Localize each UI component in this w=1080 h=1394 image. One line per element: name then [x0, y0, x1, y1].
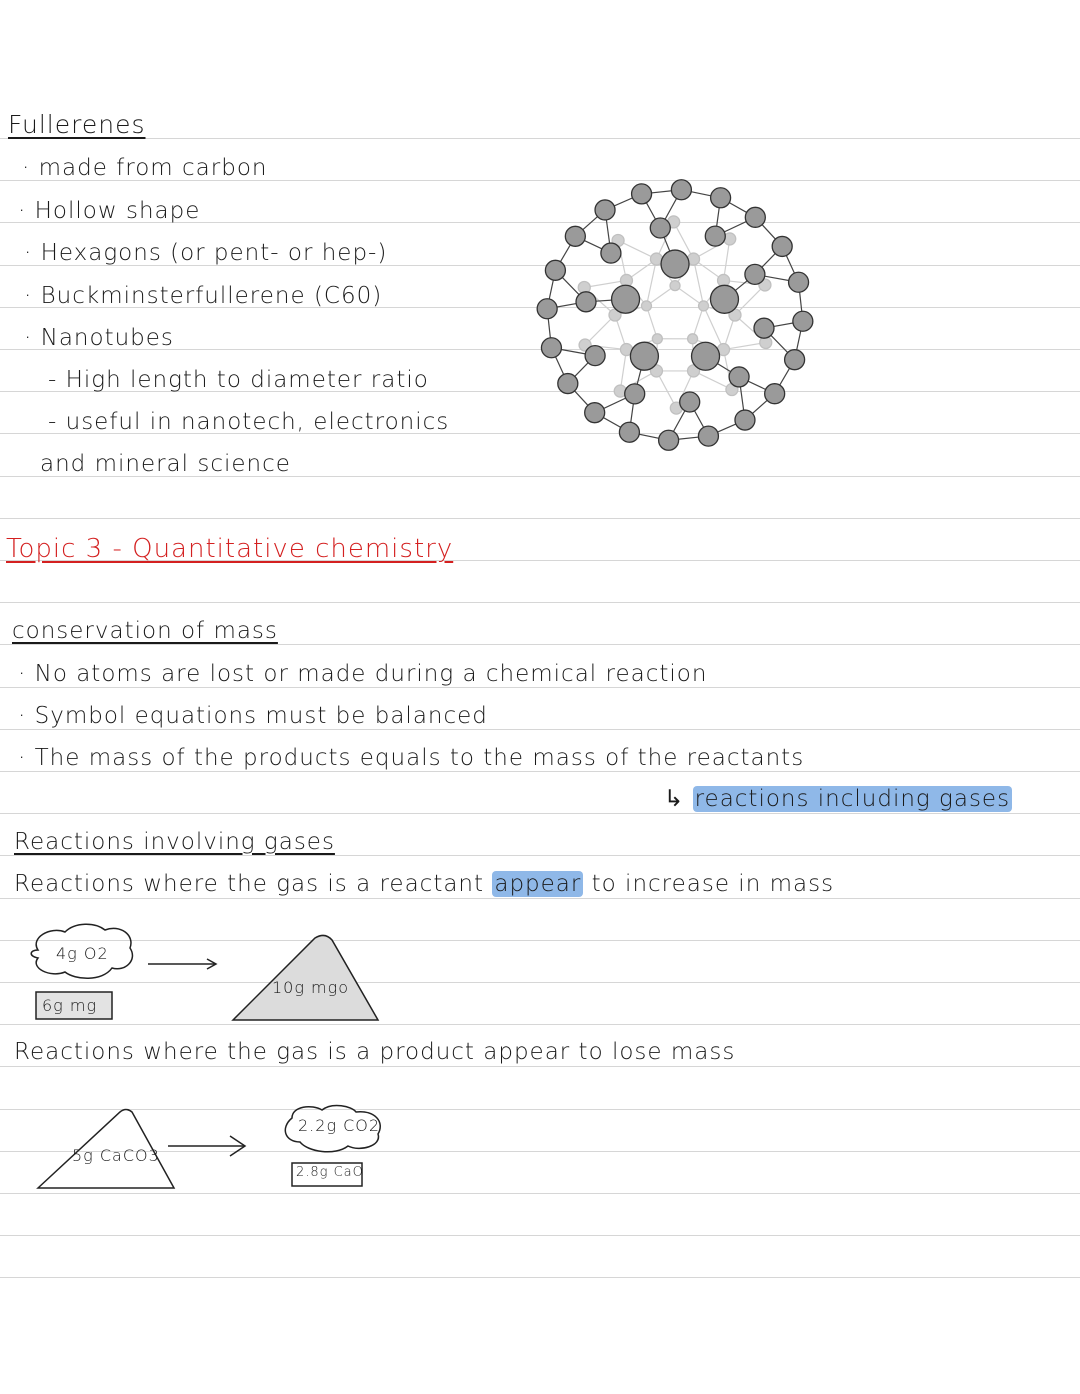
- rule-line: [0, 518, 1080, 519]
- carbon-atom: [537, 299, 557, 319]
- carbon-atom: [670, 281, 680, 291]
- carbon-atom: [558, 374, 578, 394]
- bullet: · No atoms are lost or made during a chemical reaction: [18, 661, 708, 687]
- carbon-atom: [711, 188, 731, 208]
- carbon-atom: [754, 318, 774, 338]
- rule-line: [0, 813, 1080, 814]
- solid-label: 2.8g CaO: [296, 1165, 364, 1180]
- rule-line: [0, 729, 1080, 730]
- rule-line: [0, 602, 1080, 603]
- rule-line: [0, 1066, 1080, 1067]
- return-arrow-icon: ↳: [664, 786, 693, 812]
- bullet: · Hexagons (or pent- or hep-): [24, 240, 388, 266]
- rule-line: [0, 687, 1080, 688]
- carbon-atom: [585, 346, 605, 366]
- carbon-atom: [601, 243, 621, 263]
- carbon-atom: [793, 311, 813, 331]
- carbon-atom: [705, 226, 725, 246]
- sub-bullet: and mineral science: [40, 451, 291, 477]
- carbon-atom: [541, 338, 561, 358]
- gas-label: 4g O2: [56, 944, 109, 963]
- carbon-atom: [595, 200, 615, 220]
- carbon-atom: [765, 384, 785, 404]
- carbon-atom: [650, 218, 670, 238]
- conservation-heading: conservation of mass: [12, 618, 278, 644]
- carbon-atom: [612, 285, 640, 313]
- carbon-atom: [641, 301, 651, 311]
- carbon-atom: [710, 285, 738, 313]
- topic-title: Topic 3 - Quantitative chemistry: [6, 534, 454, 564]
- bullet: · Hollow shape: [18, 198, 201, 224]
- rule-line: [0, 855, 1080, 856]
- carbon-atom: [735, 410, 755, 430]
- bullet: · Nanotubes: [24, 325, 174, 351]
- carbon-atom: [619, 422, 639, 442]
- carbon-atom: [680, 392, 700, 412]
- carbon-atom: [789, 272, 809, 292]
- sub-bullet: - High length to diameter ratio: [48, 367, 429, 393]
- rule-line: [0, 138, 1080, 139]
- carbon-atom: [745, 207, 765, 227]
- carbon-atom: [698, 426, 718, 446]
- rule-line: [0, 1235, 1080, 1236]
- carbon-atom: [671, 180, 691, 200]
- product-label: 10g mgo: [272, 978, 350, 997]
- reactant-label: 5g CaCO3: [72, 1146, 160, 1165]
- carbon-atom: [632, 184, 652, 204]
- bullet: · The mass of the products equals to the mass of the reactants: [18, 745, 805, 771]
- carbon-atom: [785, 350, 805, 370]
- carbon-atom: [652, 334, 662, 344]
- carbon-atom: [718, 274, 730, 286]
- sub-bullet: - useful in nanotech, electronics: [48, 409, 450, 435]
- fullerenes-heading: Fullerenes: [8, 110, 146, 139]
- rule-line: [0, 898, 1080, 899]
- product-line: Reactions where the gas is a product appear to lose mass: [14, 1039, 736, 1065]
- carbon-atom: [692, 342, 720, 370]
- carbon-atom: [772, 236, 792, 256]
- carbon-atom: [729, 367, 749, 387]
- carbon-atom: [745, 264, 765, 284]
- gases-heading: Reactions involving gases: [14, 829, 335, 855]
- arrow-note: ↳ reactions including gases: [664, 786, 1011, 812]
- carbon-atom: [576, 292, 596, 312]
- carbon-atom: [585, 403, 605, 423]
- carbon-atom: [699, 301, 709, 311]
- carbon-atom: [659, 430, 679, 450]
- bullet: · Symbol equations must be balanced: [18, 703, 488, 729]
- carbon-atom: [625, 384, 645, 404]
- gas-label: 2.2g CO2: [298, 1116, 381, 1135]
- bullet: · Buckminsterfullerene (C60): [24, 283, 383, 309]
- reactant-line: Reactions where the gas is a reactant appear to increase in mass: [14, 871, 835, 897]
- carbon-atom: [565, 226, 585, 246]
- rule-line: [0, 644, 1080, 645]
- carbon-atom: [688, 334, 698, 344]
- carbon-atom: [661, 250, 689, 278]
- carbon-atom: [545, 260, 565, 280]
- carbon-atom: [630, 342, 658, 370]
- bond: [694, 259, 704, 306]
- buckminsterfullerene-diagram: [525, 175, 825, 465]
- solid-label: 6g mg: [42, 996, 98, 1015]
- bullet: · made from carbon: [22, 155, 268, 181]
- rule-line: [0, 1277, 1080, 1278]
- bond: [646, 259, 656, 306]
- rule-line: [0, 771, 1080, 772]
